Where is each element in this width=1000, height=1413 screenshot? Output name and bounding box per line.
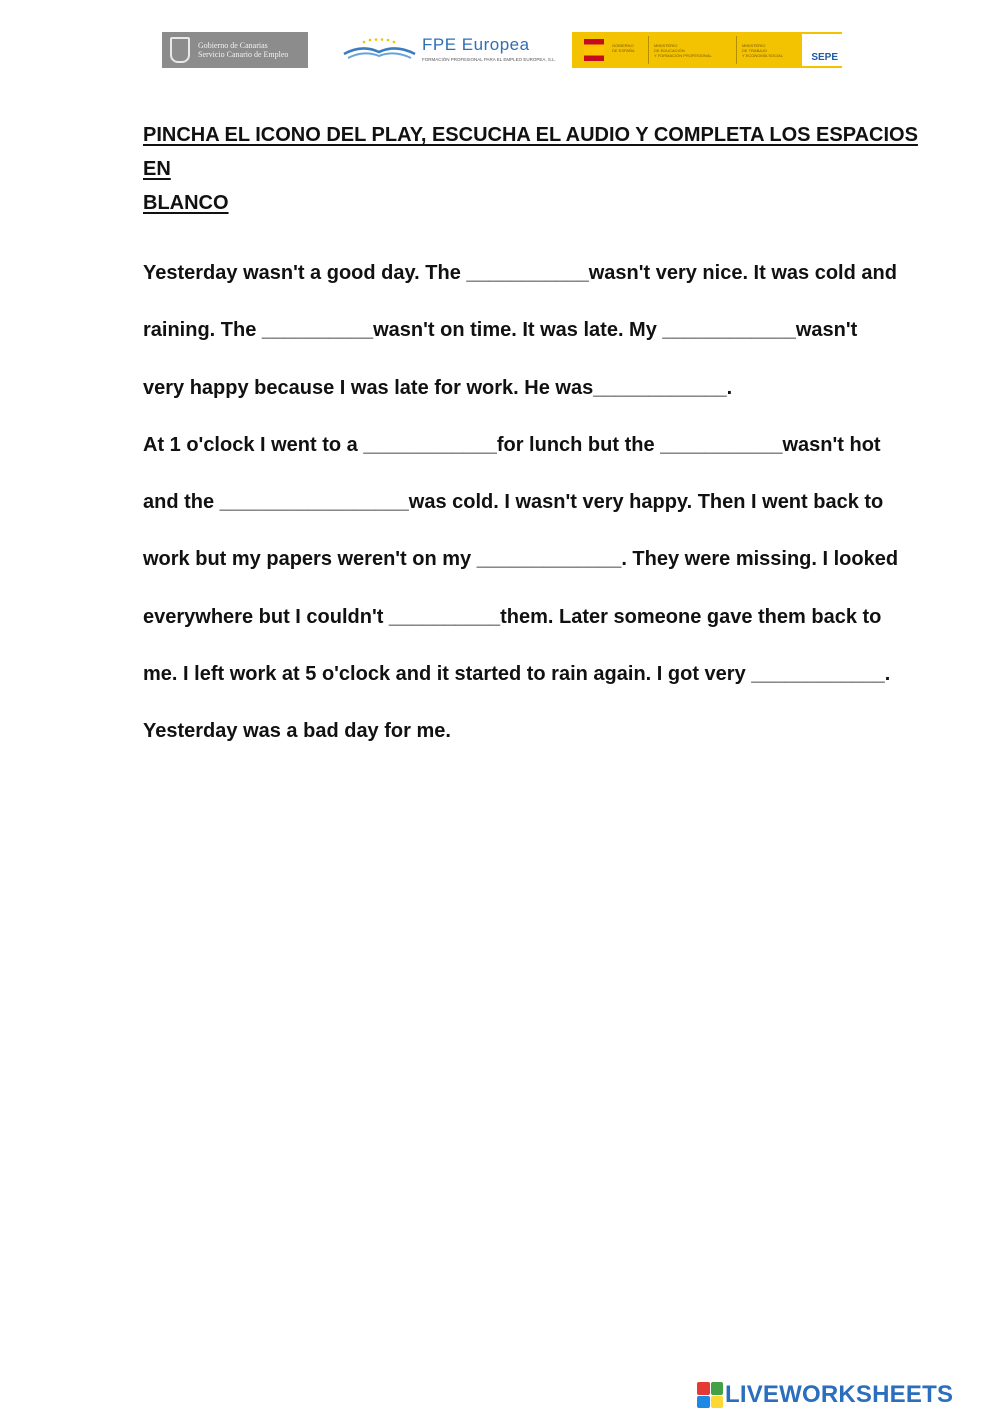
gobierno-canarias-logo bbox=[162, 32, 308, 68]
text-line: At 1 o'clock I went to a ____________for lunch but the ___________wasn't hot bbox=[143, 433, 881, 456]
logo-divider bbox=[736, 36, 737, 64]
text-line: work but my papers weren't on my _____________. They were missing. I looked bbox=[143, 548, 899, 571]
canarias-line1: Gobierno de Canarias bbox=[198, 41, 268, 50]
instruction-heading bbox=[143, 118, 943, 220]
liveworksheets-badge-icon bbox=[697, 1382, 723, 1408]
logo-divider bbox=[648, 36, 649, 64]
heading-line-1: PINCHA EL ICONO DEL PLAY, ESCUCHA EL AUDIO Y COMPLETA LOS ESPACIOS EN bbox=[143, 124, 918, 180]
ministerio-educacion-text: MINISTERIO DE EDUCACIÓN Y FORMACIÓN PROFESIONAL bbox=[654, 43, 712, 58]
ministerio-trabajo-text: MINISTERIO DE TRABAJO Y ECONOMÍA SOCIAL bbox=[742, 43, 784, 58]
spain-coat-of-arms-icon bbox=[584, 39, 604, 61]
canarias-line2: Servicio Canario de Empleo bbox=[198, 50, 289, 59]
fpe-title: FPE Europea bbox=[422, 35, 530, 54]
watermark-text: LIVEWORKSHEETS bbox=[725, 1381, 954, 1408]
fpe-europea-logo bbox=[342, 32, 557, 68]
canarias-shield-icon bbox=[170, 37, 190, 63]
text-line: and the _________________was cold. I wasn't very happy. Then I went back to bbox=[143, 491, 884, 514]
logo-bar bbox=[160, 32, 850, 72]
gobierno-espana-logo bbox=[572, 32, 842, 68]
badge-square bbox=[697, 1396, 710, 1409]
fill-in-text bbox=[143, 255, 943, 771]
sepe-logo bbox=[802, 34, 842, 66]
heading-line-2: BLANCO bbox=[143, 192, 229, 214]
text-line: very happy because I was late for work. He was____________. bbox=[143, 376, 733, 399]
text-line: raining. The __________wasn't on time. It was late. My ____________wasn't bbox=[143, 319, 858, 342]
liveworksheets-watermark bbox=[697, 1378, 995, 1412]
text-line: Yesterday was a bad day for me. bbox=[143, 720, 451, 743]
sepe-label: SEPE bbox=[811, 52, 838, 63]
gobierno-espana-text: GOBIERNO DE ESPAÑA bbox=[612, 43, 635, 53]
canarias-logo-text bbox=[198, 41, 288, 59]
badge-square bbox=[711, 1396, 724, 1409]
badge-square bbox=[697, 1382, 710, 1395]
fpe-subtitle: FORMACIÓN PROFESIONAL PARA EL EMPLEO EUROPEA, S.L. bbox=[422, 57, 556, 62]
fpe-book-icon bbox=[342, 38, 417, 62]
text-line: me. I left work at 5 o'clock and it started to rain again. I got very ____________. bbox=[143, 663, 891, 686]
text-line: everywhere but I couldn't __________them. Later someone gave them back to bbox=[143, 605, 882, 628]
badge-square bbox=[711, 1382, 724, 1395]
text-line: Yesterday wasn't a good day. The ___________wasn't very nice. It was cold and bbox=[143, 262, 897, 284]
